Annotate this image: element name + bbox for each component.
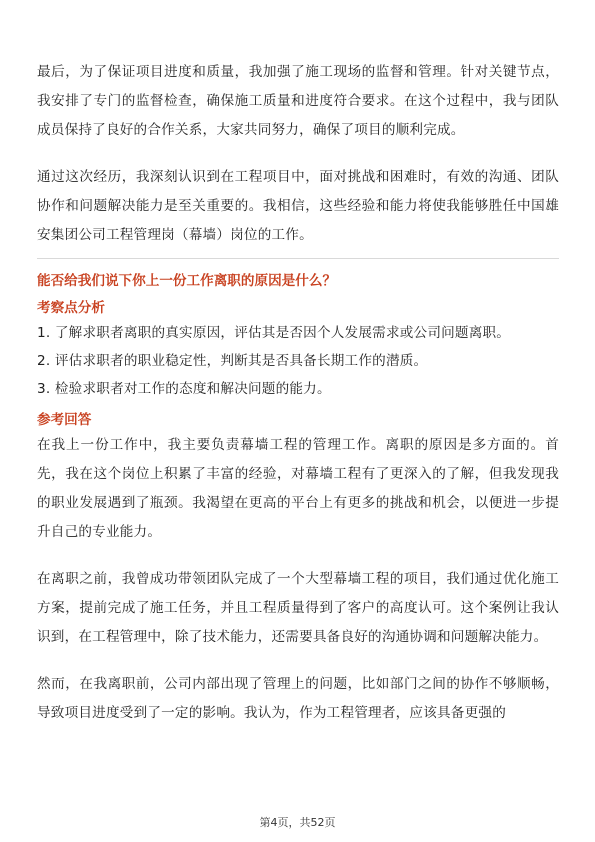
section-divider [37,258,559,259]
analysis-item-1: 1. 了解求职者离职的真实原因，评估其是否因个人发展需求或公司问题离职。 [37,325,511,341]
intro-paragraph-1: 最后，为了保证项目进度和质量，我加强了施工现场的监督和管理。针对关键节点，我安排了专门的监督检查，确保施工质量和进度符合要求。在这个过程中，我与团队成员保持了良好的合作关系，大家共同努力，确保了项目的顺利完成。 [37,64,559,138]
analysis-item-3: 3. 检验求职者对工作的态度和解决问题的能力。 [37,381,331,397]
answer-title: 参考回答 [37,412,92,428]
answer-paragraph-2: 在离职之前，我曾成功带领团队完成了一个大型幕墙工程的项目，我们通过优化施工方案，提前完成了施工任务，并且工程质量得到了客户的高度认可。这个案例让我认识到，在工程管理中，除了技术能力，还需要具备良好的沟通协调和问题解决能力。 [37,571,559,645]
page-content [37,58,559,728]
paragraph-gap [37,145,559,163]
page-number: 第4页，共52页 [259,816,336,829]
intro-paragraph-2: 通过这次经历，我深刻认识到在工程项目中，面对挑战和困难时，有效的沟通、团队协作和问题解决能力是至关重要的。我相信，这些经验和能力将使我能够胜任中国雄安集团公司工程管理岗（幕墙）岗位的工作。 [37,169,559,243]
analysis-list [37,319,559,403]
interview-question: 能否给我们说下你上一份工作离职的原因是什么？ [37,273,337,289]
paragraph-gap [37,547,559,565]
analysis-title: 考察点分析 [37,300,105,316]
paragraph-gap [37,652,559,670]
analysis-item-2: 2. 评估求职者的职业稳定性，判断其是否具备长期工作的潜质。 [37,353,428,369]
answer-paragraph-1: 在我上一份工作中，我主要负责幕墙工程的管理工作。离职的原因是多方面的。首先，我在这个岗位上积累了丰富的经验，对幕墙工程有了更深入的了解，但我发现我的职业发展遇到了瓶颈。我渴望在更高的平台上有更多的挑战和机会，以便进一步提升自己的专业能力。 [37,437,559,540]
answer-paragraph-3: 然而，在我离职前，公司内部出现了管理上的问题，比如部门之间的协作不够顺畅，导致项目进度受到了一定的影响。我认为，作为工程管理者，应该具备更强的 [37,676,559,721]
